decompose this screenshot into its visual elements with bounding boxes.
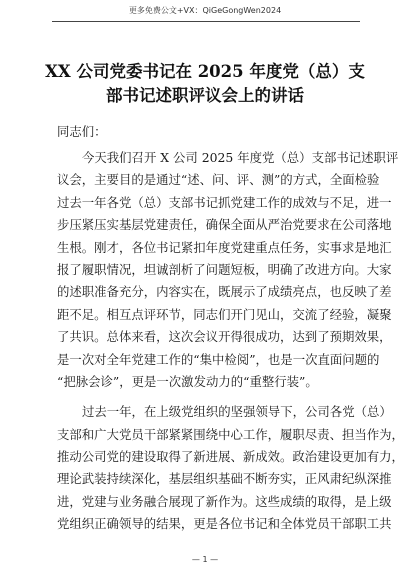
paragraph-line: 了共识。总体来看，这次会议开得很成功，达到了预期效果， (57, 329, 392, 345)
header-divider (52, 21, 360, 22)
paragraph-line: 进，党建与业务融合展现了新作为。这些成绩的取得，是上级 (57, 493, 392, 509)
paragraph-line: 理论武装持续深化，基层组织基础不断夯实，正风肃纪纵深推 (57, 471, 392, 487)
paragraph-line: 党组织正确领导的结果，更是各位书记和全体党员干部职工共 (57, 516, 392, 532)
paragraph-line: 今天我们召开 X 公司 2025 年度党（总）支部书记述职评 (82, 150, 399, 165)
paragraph-line: 是一次对全年党建工作的“集中检阅”，也是一次直面问题的 (57, 351, 380, 367)
paragraph-line: 报了履职情况，坦诚剖析了问题短板，明确了改进方向。大家 (57, 261, 392, 277)
page-header (0, 0, 410, 22)
page-number: — 1 — (191, 555, 219, 564)
document-title (40, 60, 370, 108)
paragraph-line: 步压紧压实基层党建责任，确保全面从严治党要求在公司落地 (57, 217, 392, 233)
paragraph-line: 推动公司党的建设取得了新进展、新成效。政治建设更加有力， (57, 449, 404, 465)
document-body (57, 121, 404, 536)
paragraph-line: 生根。刚才，各位书记紧扣年度党建重点任务，实事求是地汇 (57, 239, 392, 255)
paragraph-line: 议会，主要目的是通过“述、问、评、测”的方式，全面检验 (57, 172, 380, 188)
paragraph-line: 过去一年各党（总）支部书记抓党建工作的成效与不足，进一 (57, 194, 392, 210)
title-line: 部书记述职评议会上的讲话 (106, 86, 304, 105)
paragraph-line: 距不足。相互点评环节，同志们开门见山，交流了经验，凝聚 (57, 306, 392, 322)
paragraph-line: 支部和广大党员干部紧紧围绕中心工作，履职尽责、担当作为， (57, 426, 404, 442)
title-line: XX 公司党委书记在 2025 年度党（总）支 (45, 62, 365, 81)
header-text: 更多免费公文+VX：QiGeGongWen2024 (128, 6, 282, 15)
paragraph-line: 的述职准备充分，内容实在，既展示了成绩亮点，也反映了差 (57, 284, 392, 300)
paragraph-line: 过去一年，在上级党组织的坚强领导下，公司各党（总） (82, 404, 392, 420)
paragraph-spacer (57, 393, 359, 401)
salutation: 同志们： (57, 124, 107, 139)
body-paragraph (57, 401, 404, 535)
body-paragraph (57, 147, 399, 393)
paragraph-line: “把脉会诊”，更是一次激发动力的“重整行装”。 (57, 373, 318, 389)
